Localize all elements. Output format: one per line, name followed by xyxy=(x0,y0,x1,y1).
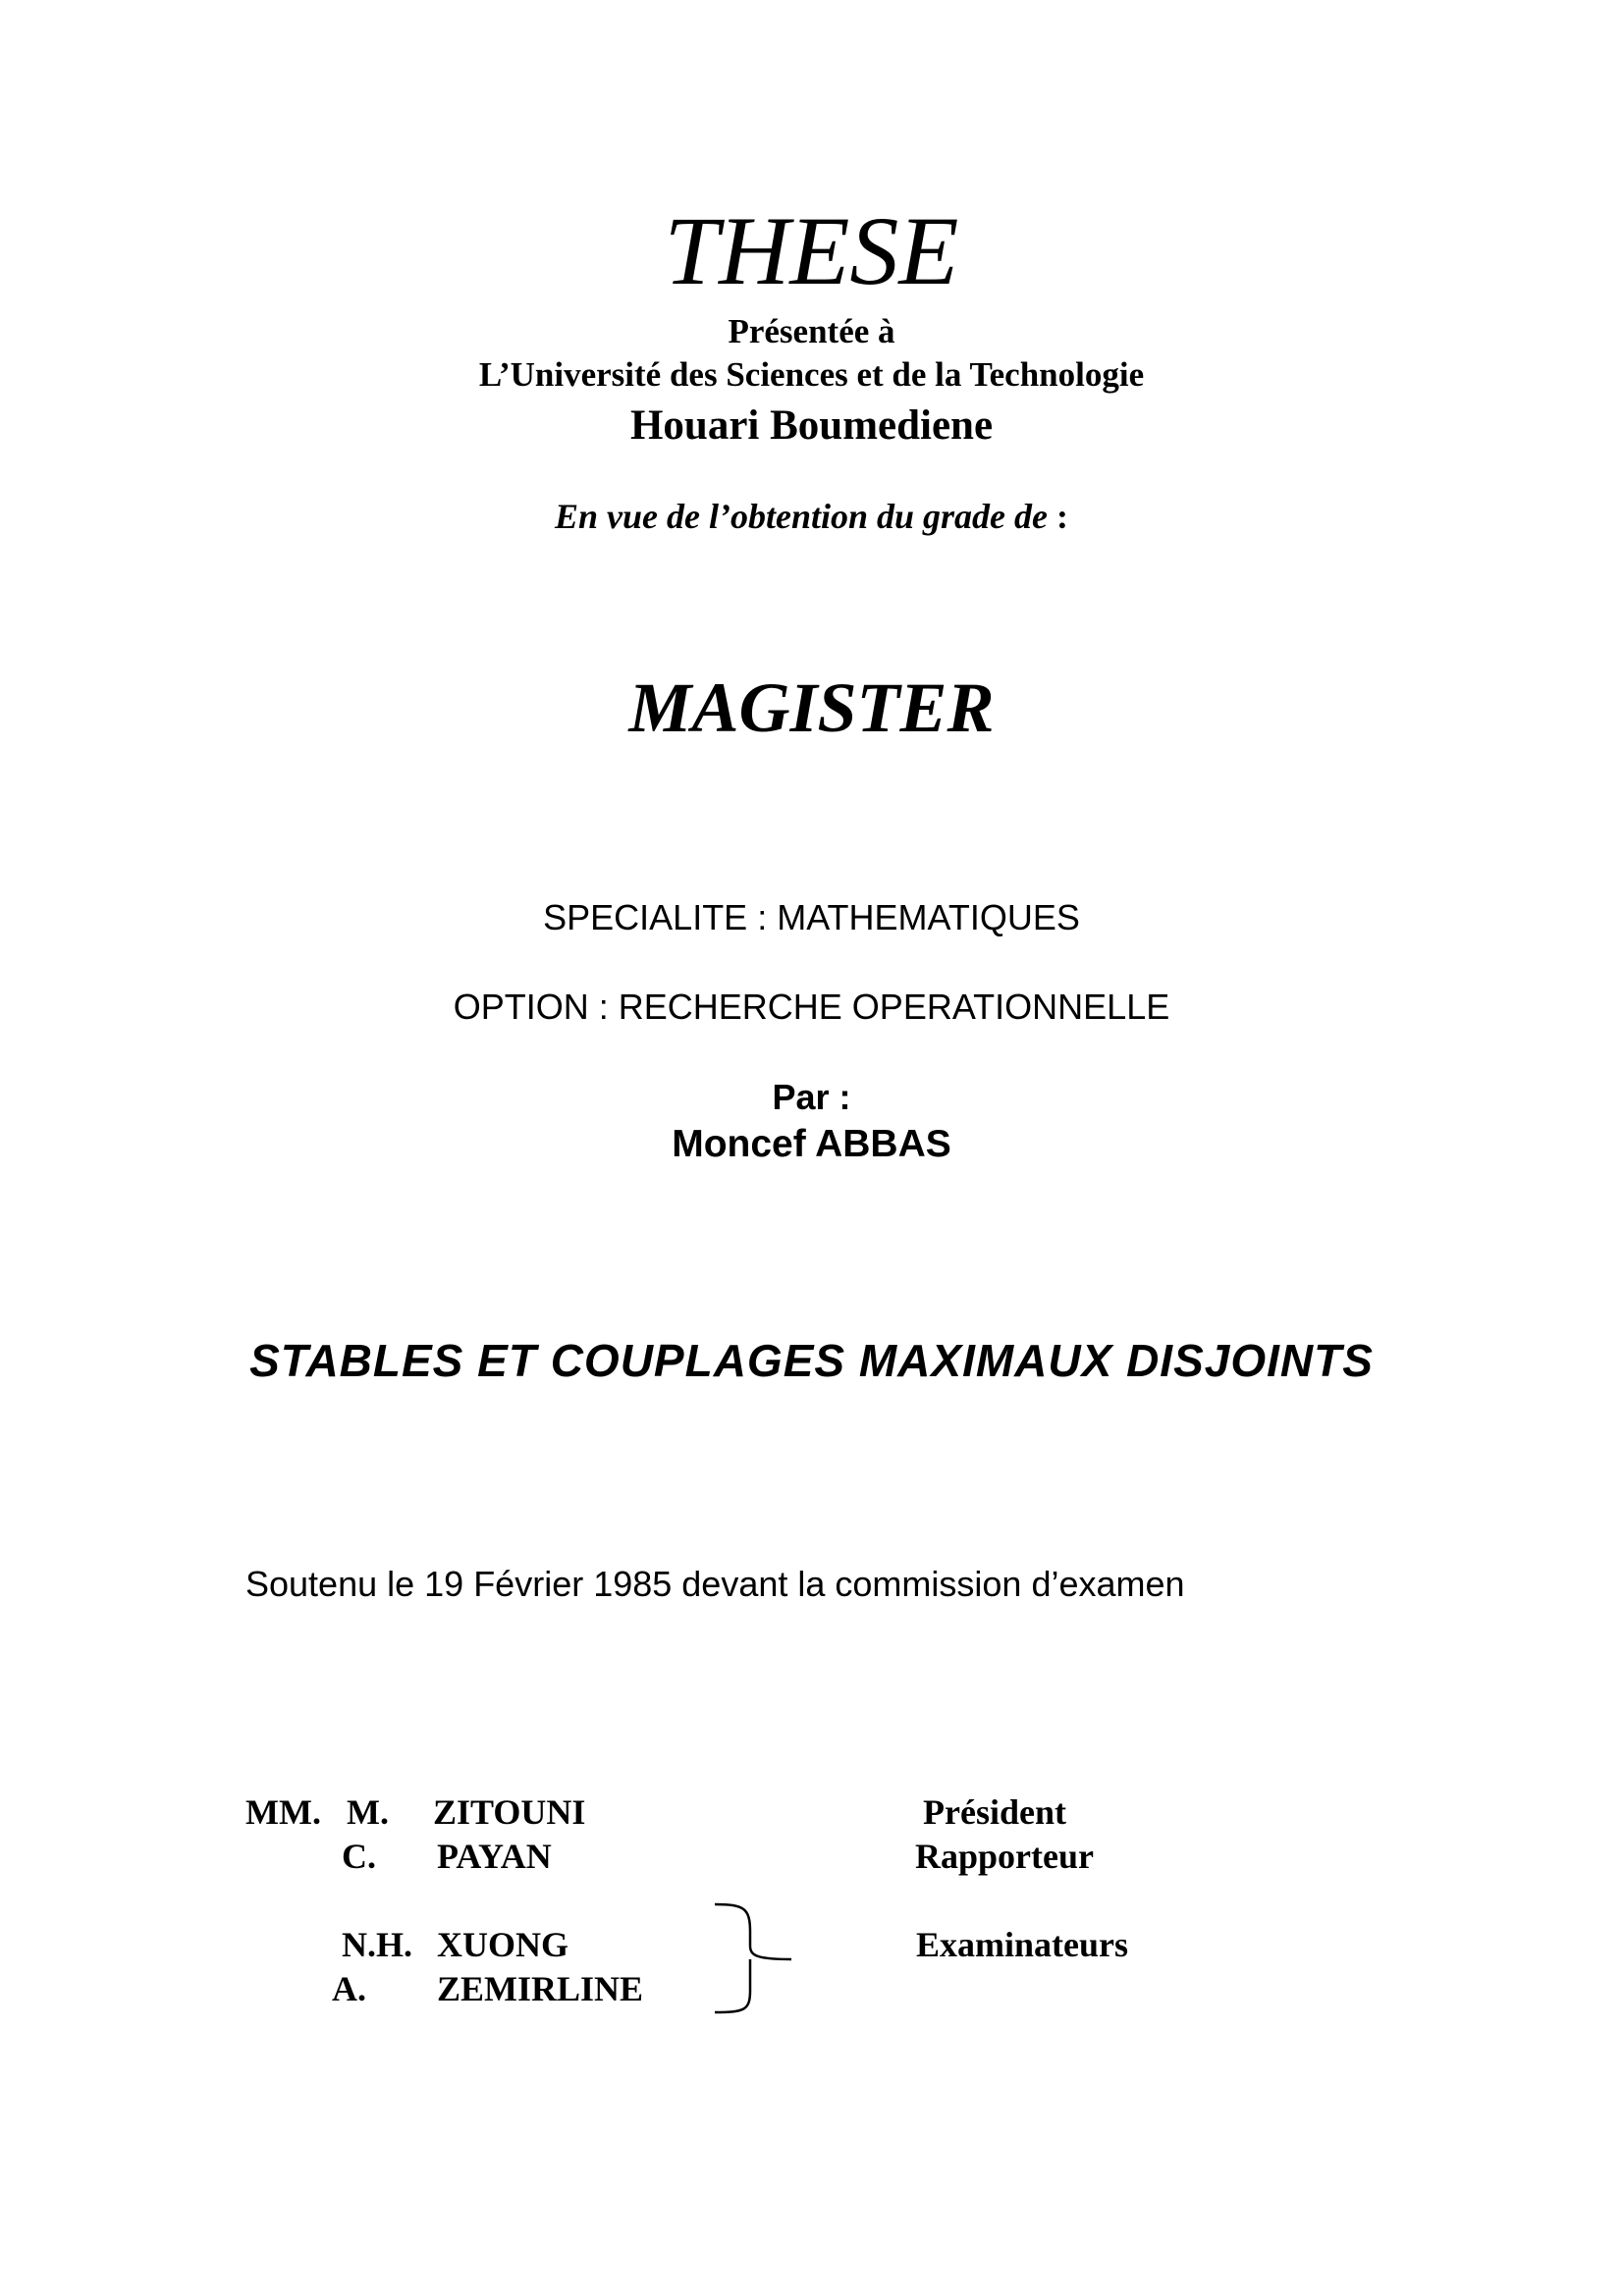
author-name: Moncef ABBAS xyxy=(672,1123,951,1165)
jury-member-name: ZEMIRLINE xyxy=(437,1969,644,2008)
degree-purpose-text: En vue de l’obtention du grade de xyxy=(555,497,1048,536)
degree-purpose-line xyxy=(0,499,1623,534)
jury-member-initial: M. xyxy=(347,1792,389,1832)
thesis-heading: THESE xyxy=(664,196,959,305)
university-name-line1: L’Université des Sciences et de la Technologie xyxy=(478,355,1145,394)
university-name-line2: Houari Boumediene xyxy=(629,402,994,449)
defense-statement: Soutenu le 19 Février 1985 devant la commission d’examen xyxy=(245,1564,1185,1604)
jury-member-name: XUONG xyxy=(437,1925,568,1964)
jury-member-role: Rapporteur xyxy=(915,1837,1094,1876)
degree-purpose-colon: : xyxy=(1048,497,1068,536)
jury-member-name: PAYAN xyxy=(437,1837,552,1876)
by-label: Par : xyxy=(772,1077,851,1117)
specialty-line: SPECIALITE : MATHEMATIQUES xyxy=(543,897,1080,937)
degree-title: MAGISTER xyxy=(628,668,995,747)
jury-prefix: MM. xyxy=(245,1792,321,1832)
jury-member-role: Examinateurs xyxy=(916,1925,1128,1964)
jury-member-role: Président xyxy=(923,1792,1066,1832)
option-line: OPTION : RECHERCHE OPERATIONNELLE xyxy=(453,987,1170,1027)
jury-member-name: ZITOUNI xyxy=(433,1792,586,1832)
jury-member-initial: C. xyxy=(342,1837,376,1876)
examiners-brace xyxy=(707,1900,795,2018)
jury-member-initial: A. xyxy=(332,1969,366,2008)
presented-to-line: Présentée à xyxy=(728,312,895,350)
jury-member-initial: N.H. xyxy=(342,1925,412,1964)
thesis-title: STABLES ET COUPLAGES MAXIMAUX DISJOINTS xyxy=(249,1335,1374,1386)
